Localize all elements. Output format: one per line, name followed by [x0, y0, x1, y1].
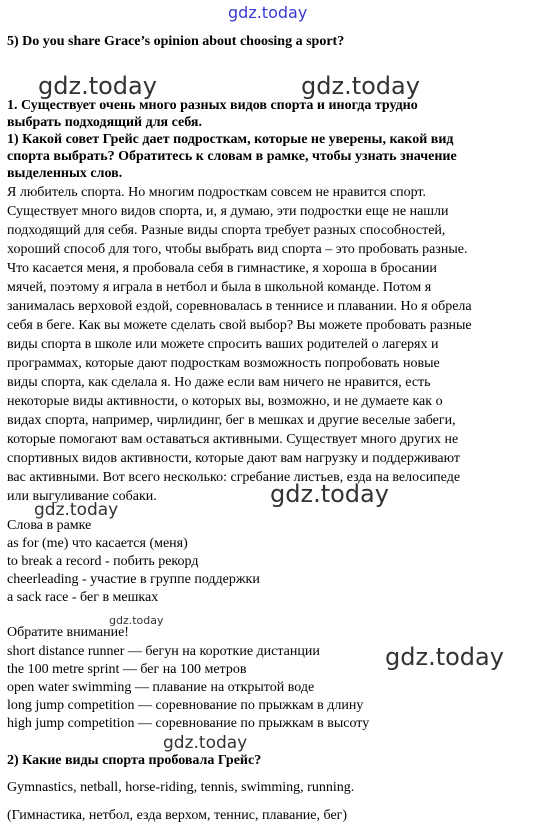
- body-line: которые помогают вам оставаться активными. Существует много других не: [7, 432, 459, 447]
- body-line: себя в беге. Как вы можете сделать свой выбор? Вы можете пробовать разные: [7, 318, 472, 333]
- body-line: Что касается меня, я пробовала себя в гимнастике, я хороша в бросании: [7, 261, 437, 276]
- body-line: некоторые виды активности, о которых вы, возможно, и не думаете как о: [7, 394, 443, 409]
- watermark-4: gdz.today: [34, 500, 119, 520]
- body-line: виды спорта, как сделала я. Но даже если вам ничего не нравится, есть: [7, 375, 431, 390]
- attention-item: short distance runner — бегун на короткие дистанции: [7, 644, 320, 659]
- watermark-1: gdz.today: [38, 72, 157, 100]
- task-1-line-2: спорта выбрать? Обратитесь к словам в рамке, чтобы узнать значение: [7, 149, 457, 164]
- box-words-title: Слова в рамке: [7, 518, 92, 533]
- attention-item: long jump competition — соревнование по прыжкам в длину: [7, 698, 364, 713]
- body-line: занималась верховой ездой, соревновалась в теннисе и плавании. Но я обрела: [7, 299, 472, 314]
- body-line: подходящий для себя. Разные виды спорта требует разных способностей,: [7, 223, 446, 238]
- body-line: спортивных видов активности, которые дают вам нагрузку и поддерживают: [7, 451, 461, 466]
- body-line: виды спорта в школе или можете спросить ваших родителей о лагерях и: [7, 337, 439, 352]
- box-word-item: a sack race - бег в мешках: [7, 590, 159, 605]
- watermark-3: gdz.today: [270, 480, 389, 508]
- question-5-heading: 5) Do you share Grace’s opinion about choosing a sport?: [7, 34, 345, 49]
- attention-item: open water swimming — плавание на открытой воде: [7, 680, 315, 695]
- body-line: хороший способ для того, чтобы выбрать вид спорта – это пробовать разные.: [7, 242, 468, 257]
- body-line: Существует много видов спорта, и, я думаю, эти подростки еще не нашли: [7, 204, 449, 219]
- attention-item: the 100 metre sprint — бег на 100 метров: [7, 662, 247, 677]
- box-word-item: as for (me) что касается (меня): [7, 536, 188, 551]
- body-line: мячей, поэтому я играла в нетбол и была в школьной команде. Потом я: [7, 280, 432, 295]
- watermark-6: gdz.today: [385, 643, 504, 671]
- body-line: программах, которые дают подросткам возможность попробовать новые: [7, 356, 440, 371]
- watermark-5: gdz.today: [109, 614, 164, 627]
- box-word-item: cheerleading - участие в группе поддержки: [7, 572, 260, 587]
- attention-title: Обратите внимание!: [7, 625, 129, 640]
- body-line: видах спорта, например, чирлидинг, бег в мешках и другие веселые забеги,: [7, 413, 456, 428]
- body-line: или выгуливание собаки.: [7, 489, 157, 504]
- box-word-item: to break a record - побить рекорд: [7, 554, 199, 569]
- body-line: вас активными. Вот всего несколько: сгребание листьев, езда на велосипеде: [7, 470, 461, 485]
- body-line: Я любитель спорта. Но многим подросткам совсем не нравится спорт.: [7, 185, 426, 200]
- watermark-top: gdz.today: [228, 3, 308, 22]
- task-2-title: 2) Какие виды спорта пробовала Грейс?: [7, 753, 262, 768]
- task-2-answer-en: Gymnastics, netball, horse-riding, tennis, swimming, running.: [7, 780, 355, 795]
- attention-item: high jump competition — соревнование по прыжкам в высоту: [7, 716, 370, 731]
- section-1-title-line-2: выбрать подходящий для себя.: [7, 115, 202, 130]
- watermark-2: gdz.today: [301, 72, 420, 100]
- task-1-line-1: 1) Какой совет Грейс дает подросткам, которые не уверены, какой вид: [7, 132, 454, 147]
- task-1-line-3: выделенных слов.: [7, 166, 123, 181]
- task-2-answer-ru: (Гимнастика, нетбол, езда верхом, теннис, плавание, бег): [7, 808, 348, 823]
- section-1-title-line-1: 1. Существует очень много разных видов спорта и иногда трудно: [7, 98, 418, 113]
- watermark-7: gdz.today: [163, 733, 248, 753]
